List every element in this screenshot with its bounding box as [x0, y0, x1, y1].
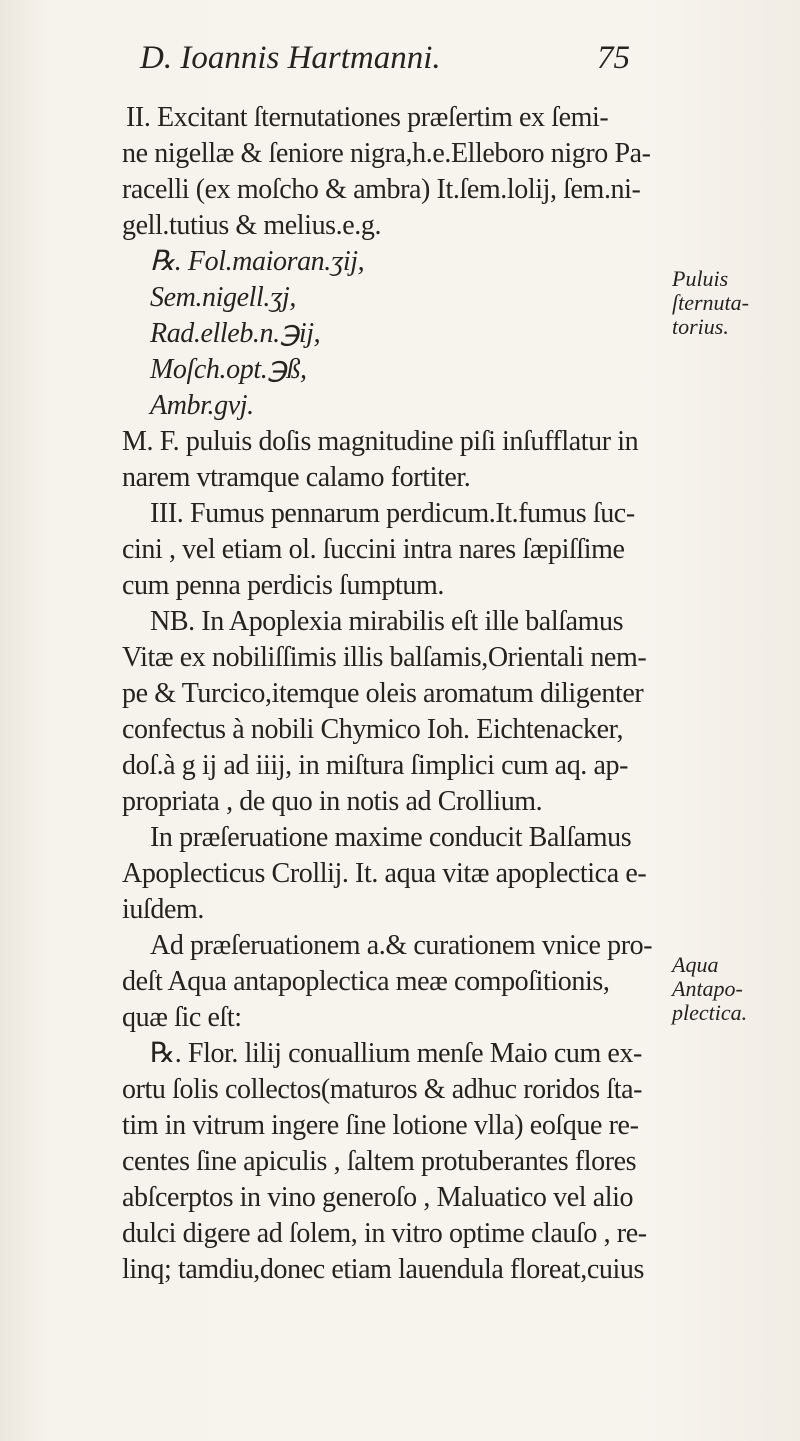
text-line: racelli (ex moſcho & ambra) It.ſem.lolij, ſem.ni- [122, 174, 641, 205]
text-line: Ad præſeruationem a.& curationem vnice pro- [150, 930, 653, 961]
main-text [122, 100, 667, 1288]
text-line: pe & Turcico,itemque oleis aromatum diligenter [122, 678, 644, 709]
text-line: iuſdem. [122, 894, 204, 925]
margin-note-line: Puluis [672, 266, 729, 291]
margin-note-aqua [672, 953, 747, 1025]
text-line: gell.tutius & melius.e.g. [122, 210, 382, 241]
text-line: ℞. Fol.maioran.ʒij, [150, 246, 365, 277]
margin-note-line: torius. [672, 314, 729, 339]
text-line: tim in vitrum ingere ſine lotione vlla) eoſque re- [122, 1110, 639, 1141]
text-line: dulci digere ad ſolem, in vitro optime clauſo , re- [122, 1218, 647, 1249]
text-line: Rad.elleb.n.℈ij, [150, 318, 321, 349]
text-line: narem vtramque calamo fortiter. [122, 462, 471, 493]
text-line: ℞. Flor. lilij conuallium menſe Maio cum ex- [150, 1038, 642, 1069]
text-line: abſcerptos in vino generoſo , Maluatico vel alio [122, 1182, 634, 1213]
text-line: ortu ſolis collectos(maturos & adhuc roridos ſta- [122, 1074, 643, 1105]
text-line: III. Fumus pennarum perdicum.It.fumus ſuc- [150, 498, 635, 529]
margin-note-line: ſternuta- [672, 290, 749, 315]
text-line: Sem.nigell.ʒj, [150, 282, 297, 313]
running-head: D. Ioannis Hartmanni. [140, 40, 441, 76]
margin-note-line: Aqua [672, 952, 719, 977]
margin-note-line: plectica. [672, 1000, 748, 1025]
text-line: M. F. puluis doſis magnitudine piſi inſufflatur in [122, 426, 639, 457]
text-line: confectus à nobili Chymico Ioh. Eichtenacker, [122, 714, 624, 745]
text-line: centes ſine apiculis , ſaltem protuberantes flores [122, 1146, 637, 1177]
margin-note-pulvis [672, 267, 749, 339]
text-line: Ambr.gvj. [150, 390, 254, 421]
text-line: quæ ſic eſt: [122, 1002, 242, 1033]
text-line: Apoplecticus Crollij. It. aqua vitæ apoplectica e- [122, 858, 647, 889]
text-line: deſt Aqua antapoplectica meæ compoſitionis, [122, 966, 610, 997]
text-line: cini , vel etiam ol. ſuccini intra nares ſæpiſſime [122, 534, 625, 565]
text-line: cum penna perdicis ſumptum. [122, 570, 445, 601]
text-line: II. Excitant ſternutationes præſertim ex ſemi- [126, 102, 609, 133]
margin-note-line: Antapo- [672, 976, 743, 1001]
text-line: Moſch.opt.℈ß, [150, 354, 307, 385]
text-line: propriata , de quo in notis ad Crollium. [122, 786, 543, 817]
text-line: linq; tamdiu,donec etiam lauendula floreat,cuius [122, 1254, 644, 1285]
text-line: doſ.à g ij ad iiij, in miſtura ſimplici cum aq. ap- [122, 750, 629, 781]
text-line: Vitæ ex nobiliſſimis illis balſamis,Orientali nem- [122, 642, 647, 673]
text-line: NB. In Apoplexia mirabilis eſt ille balſamus [150, 606, 624, 637]
text-line: In præſeruatione maxime conducit Balſamus [150, 822, 632, 853]
page-number: 75 [597, 40, 630, 76]
text-line: ne nigellæ & ſeniore nigra,h.e.Elleboro nigro Pa- [122, 138, 651, 169]
